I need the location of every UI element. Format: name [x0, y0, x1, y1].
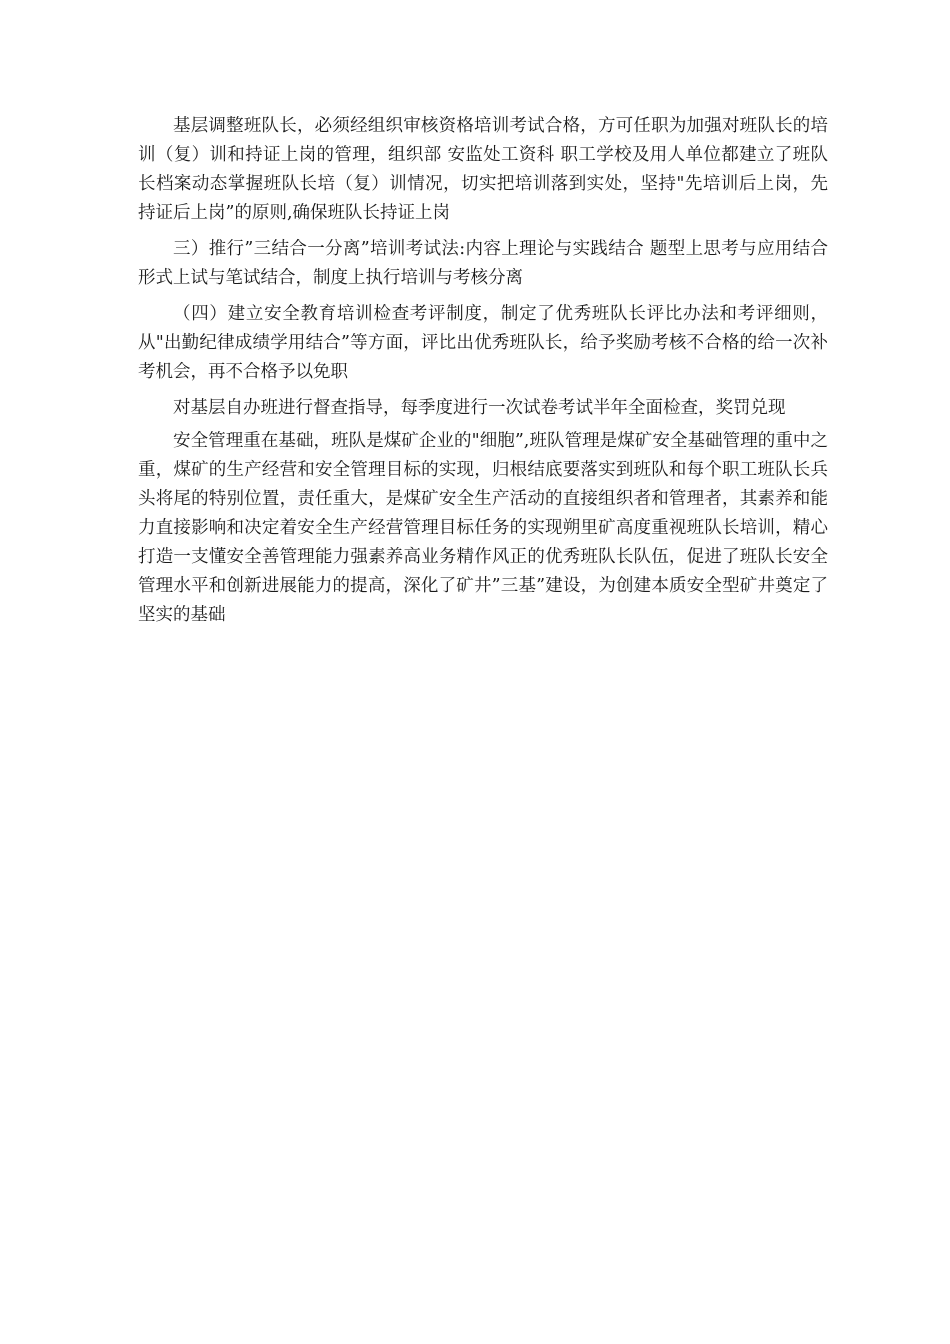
paragraph-training-exam-method: 三）推行”三结合一分离”培训考试法:内容上理论与实践结合 题型上思考与应用结合形式上试与笔试结合，制度上执行培训与考核分离 [138, 239, 828, 288]
paragraph-safety-management-foundation: 安全管理重在基础，班队是煤矿企业的"细胞”,班队管理是煤矿安全基础管理的重中之重，煤矿的生产经营和安全管理目标的实现，归根结底要落实到班队和每个职工班队长兵头将尾的特别位置，责任重大，是煤矿安全生产活动的直接组织者和管理者，其素养和能力直接影响和决定着安全生产经营管理目标任务的实现朔里矿高度重视班队长培训，精心打造一支懂安全善管理能力强素养高业务精作风正的优秀班队长队伍，促进了班队长安全管理水平和创新进展能力的提高，深化了矿井”三基”建设，为创建本质安全型矿井奠定了坚实的基础 [138, 431, 828, 625]
paragraph-team-leader-adjustment: 基层调整班队长，必须经组织审核资格培训考试合格，方可任职为加强对班队长的培训（复）训和持证上岗的管理，组织部 安监处工资科 职工学校及用人单位都建立了班队长档案动态掌握班队长培（复）训情况，切实把培训落到实处，坚持"先培训后上岗，先持证后上岗”的原则,确保班队长持证上岗 [138, 116, 828, 223]
paragraph-evaluation-system: （四）建立安全教育培训检查考评制度，制定了优秀班队长评比办法和考评细则，从"出勤纪律成绩学用结合”等方面，评比出优秀班队长，给予奖励考核不合格的给一次补考机会，再不合格予以免职 [138, 304, 828, 382]
paragraph-supervision-guidance: 对基层自办班进行督查指导，每季度进行一次试卷考试半年全面检查，奖罚兑现 [173, 398, 786, 418]
document-page [138, 112, 828, 637]
